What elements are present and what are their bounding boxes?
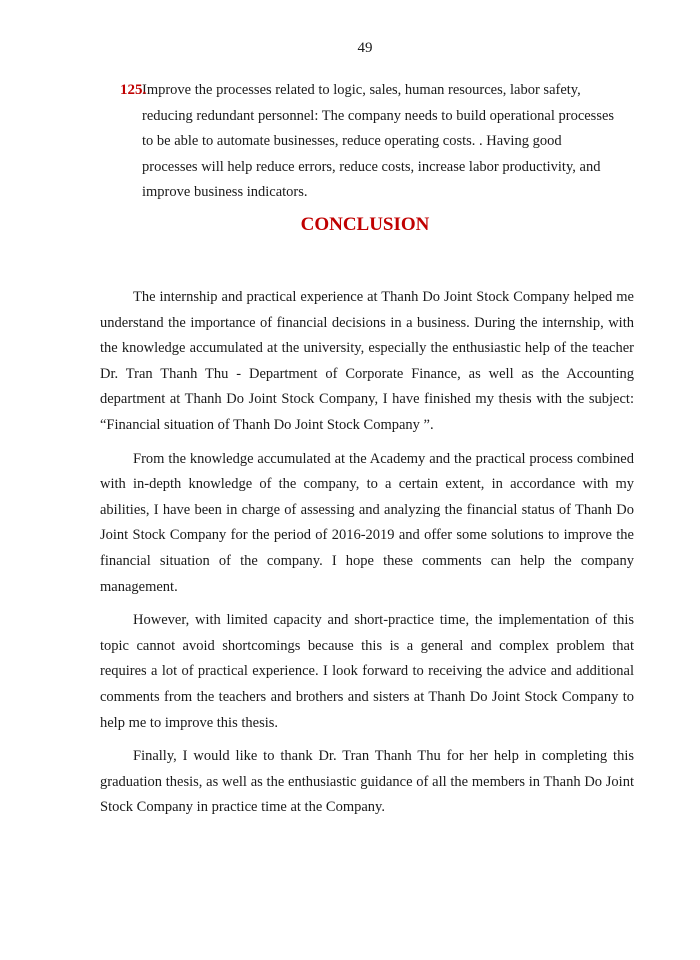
- conclusion-heading: CONCLUSION: [300, 214, 430, 235]
- conclusion-paragraph-3: However, with limited capacity and short-practice time, the implementation of this topic cannot avoid shortcomings because this is a general and complex problem that requires a lot of practical experience. I look forward to receiving the advice and additional comments from the teachers and brothers and sisters at Thanh Do Joint Stock Company to help me to improve this thesis.: [100, 612, 634, 731]
- conclusion-paragraph-1: The internship and practical experience at Thanh Do Joint Stock Company helped me understand the importance of financial decisions in a business. During the internship, with the knowledge accumulated at the university, especially the enthusiastic help of the teacher Dr. Tran Thanh Thu - Department of Corporate Finance, as well as the Accounting department at Thanh Do Joint Stock Company, I have finished my thesis with the subject: “Financial situation of Thanh Do Joint Stock Company ”.: [100, 289, 634, 433]
- conclusion-body: [100, 285, 634, 829]
- list-item-number: 125.: [120, 82, 147, 98]
- list-item-text: Improve the processes related to logic, sales, human resources, labor safety, reducing redundant personnel: The company needs to build operational processes to be able to automate businesses, reduce operating costs. . Having good processes will help reduce errors, reduce costs, increase labor productivity, and improve business indicators.: [142, 82, 615, 201]
- conclusion-paragraph-2: From the knowledge accumulated at the Academy and the practical process combined with in-depth knowledge of the company, to a certain extent, in accordance with my abilities, I have been in charge of assessing and analyzing the financial status of Thanh Do Joint Stock Company for the period of 2016-2019 and offer some solutions to improve the financial situation of the company. I hope these comments can help the company management.: [100, 450, 634, 595]
- page-number: 49: [357, 40, 373, 56]
- conclusion-paragraph-4: Finally, I would like to thank Dr. Tran Thanh Thu for her help in completing this graduation thesis, as well as the enthusiastic guidance of all the members in Thanh Do Joint Stock Company in practice time at the Company.: [100, 748, 634, 816]
- list-item: [120, 78, 620, 206]
